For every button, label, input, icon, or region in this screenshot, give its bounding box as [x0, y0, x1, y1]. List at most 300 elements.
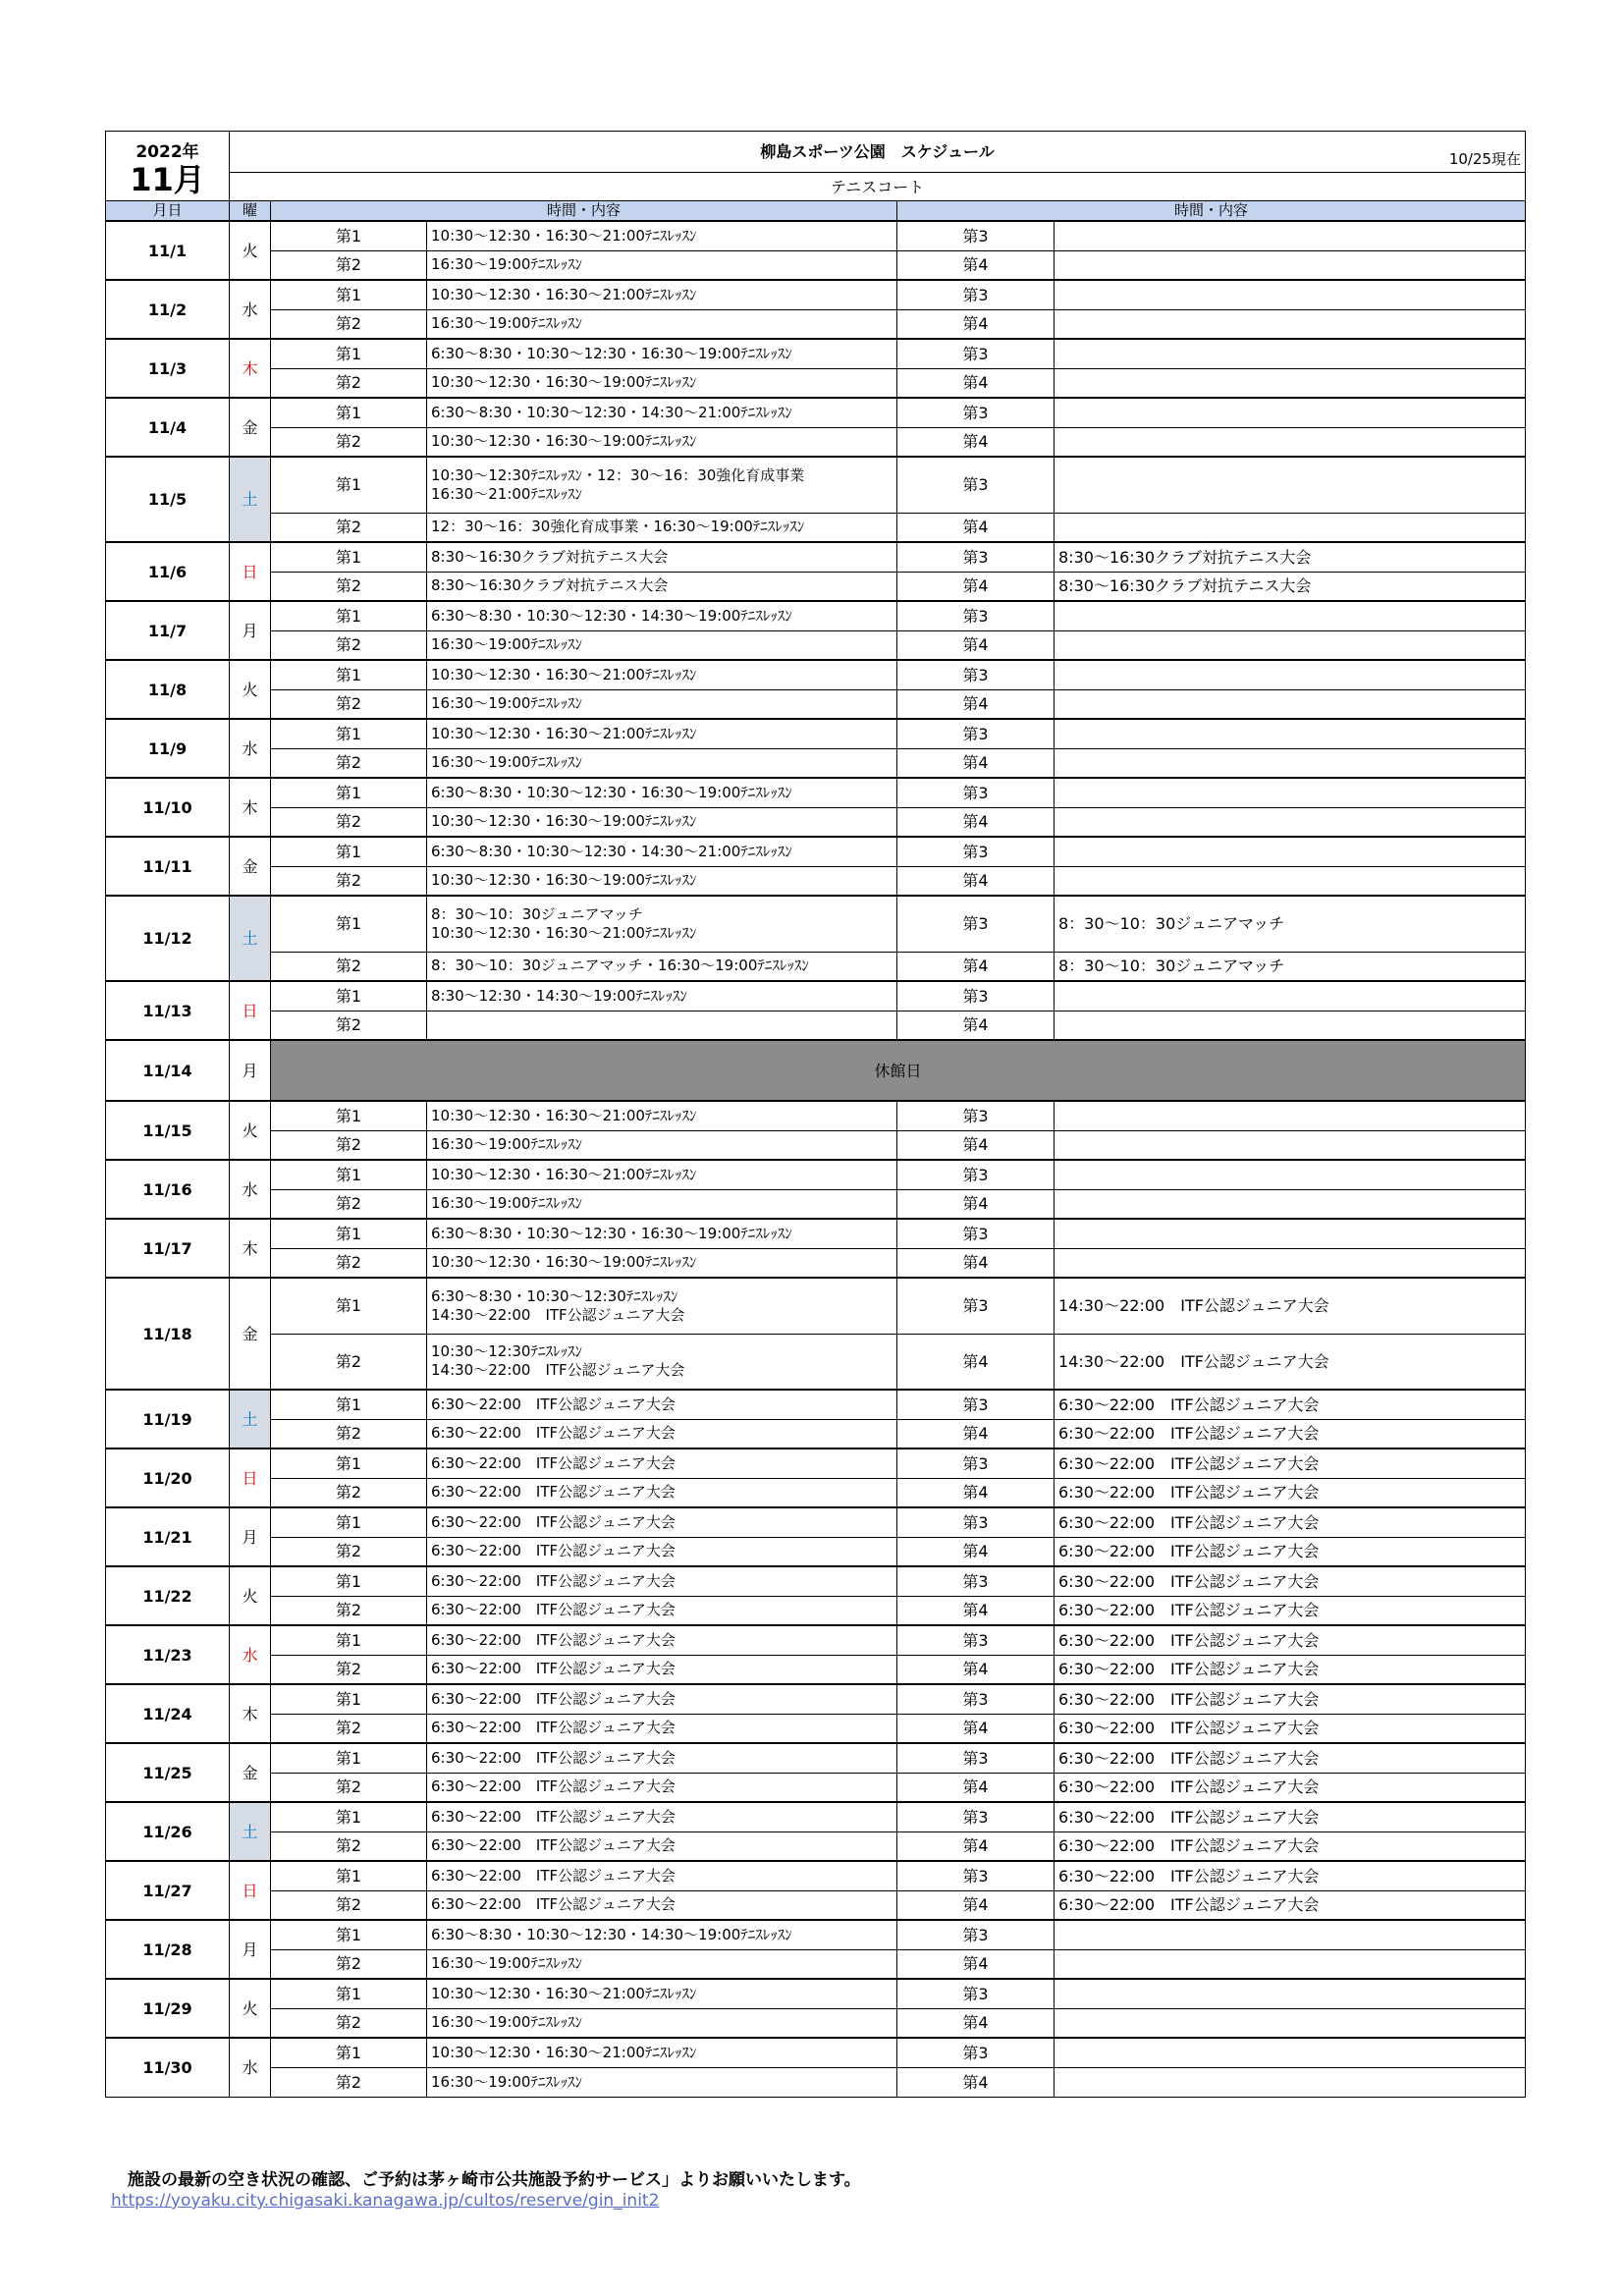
court-content [1055, 1160, 1526, 1189]
weekday-cell: 水 [230, 1160, 271, 1219]
day-row-second [106, 748, 1526, 778]
day-row [106, 221, 1526, 250]
content-line: 16:30～19:00ﾃﾆｽﾚｯｽﾝ [431, 2072, 582, 2091]
col-header-date: 月日 [106, 201, 230, 222]
court-label-1: 第1 [271, 1101, 427, 1130]
content-line: 6:30～22:00 ITF公認ジュニア大会 [431, 1836, 676, 1855]
day-row-second [106, 807, 1526, 837]
date-cell: 11/8 [106, 660, 230, 719]
court-content [1055, 1219, 1526, 1248]
court-content [1055, 1011, 1526, 1040]
court-label-3: 第3 [897, 1861, 1055, 1890]
content-line: 10:30～12:30・16:30～21:00ﾃﾆｽﾚｯｽﾝ [431, 724, 697, 742]
court-content [427, 398, 897, 427]
court-content [427, 1684, 897, 1714]
weekday-cell: 日 [230, 981, 271, 1040]
content-line: 6:30～22:00 ITF公認ジュニア大会 [1058, 1512, 1320, 1532]
day-row [106, 660, 1526, 689]
court-label-2: 第2 [271, 1714, 427, 1743]
court-label-3: 第3 [897, 1160, 1055, 1189]
court-content [427, 1507, 897, 1537]
court-label-4: 第4 [897, 513, 1055, 542]
court-content [427, 572, 897, 601]
weekday-cell: 月 [230, 1507, 271, 1566]
court-label-4: 第4 [897, 689, 1055, 719]
content-line: 8:30～16:30クラブ対抗テニス大会 [1058, 547, 1312, 567]
court-content [1055, 952, 1526, 981]
day-row [106, 1449, 1526, 1478]
court-content [1055, 1802, 1526, 1831]
date-cell: 11/14 [106, 1040, 230, 1101]
date-cell: 11/22 [106, 1566, 230, 1625]
court-content [1055, 1507, 1526, 1537]
col-header-time-right: 時間・内容 [897, 201, 1526, 222]
content-line: 6:30～22:00 ITF公認ジュニア大会 [1058, 1866, 1320, 1886]
court-label-1: 第1 [271, 1625, 427, 1655]
court-content [427, 1743, 897, 1773]
court-label-1: 第1 [271, 1390, 427, 1419]
content-line: 16:30～19:00ﾃﾆｽﾚｯｽﾝ [431, 2013, 582, 2032]
date-cell: 11/26 [106, 1802, 230, 1861]
court-label-3: 第3 [897, 280, 1055, 309]
weekday-cell: 日 [230, 1861, 271, 1920]
content-line: 8：30～10：30ジュニアマッチ [1058, 914, 1285, 934]
content-line: 6:30～22:00 ITF公認ジュニア大会 [1058, 1394, 1320, 1414]
court-label-2: 第2 [271, 1419, 427, 1449]
court-content [1055, 427, 1526, 457]
content-line: 6:30～22:00 ITF公認ジュニア大会 [431, 1394, 676, 1413]
court-content [427, 630, 897, 660]
court-content [1055, 896, 1526, 952]
court-label-3: 第3 [897, 601, 1055, 630]
court-content [427, 981, 897, 1011]
court-content [427, 807, 897, 837]
court-label-3: 第3 [897, 1507, 1055, 1537]
court-content [427, 1890, 897, 1920]
court-content [427, 896, 897, 952]
content-line: 10:30～12:30・16:30～21:00ﾃﾆｽﾚｯｽﾝ [431, 226, 697, 245]
content-line: 14:30～22:00 ITF公認ジュニア大会 [1058, 1296, 1329, 1316]
court-label-4: 第4 [897, 866, 1055, 896]
date-cell: 11/9 [106, 719, 230, 778]
day-row [106, 1390, 1526, 1419]
content-line: 6:30～22:00 ITF公認ジュニア大会 [431, 1453, 676, 1472]
court-label-1: 第1 [271, 280, 427, 309]
closed-cell: 休館日 [271, 1040, 1526, 1101]
content-line: 8：30～10：30ジュニアマッチ・16:30～19:00ﾃﾆｽﾚｯｽﾝ [431, 957, 809, 975]
month-label: 11月 [130, 161, 205, 198]
court-content [427, 1773, 897, 1802]
court-content [1055, 572, 1526, 601]
court-content [1055, 837, 1526, 866]
content-line: 16:30～19:00ﾃﾆｽﾚｯｽﾝ [431, 1135, 582, 1154]
content-line: 6:30～22:00 ITF公認ジュニア大会 [1058, 1807, 1320, 1827]
weekday-cell: 水 [230, 1625, 271, 1684]
weekday-cell: 土 [230, 896, 271, 981]
content-line: 8:30～16:30クラブ対抗テニス大会 [431, 576, 669, 595]
court-label-4: 第4 [897, 1831, 1055, 1861]
court-label-3: 第3 [897, 398, 1055, 427]
weekday-cell: 木 [230, 1219, 271, 1278]
court-content [1055, 778, 1526, 807]
day-row-second [106, 630, 1526, 660]
facility-subtitle: テニスコート [230, 173, 1526, 201]
day-row-second [106, 1537, 1526, 1566]
weekday-cell: 火 [230, 1101, 271, 1160]
date-cell: 11/20 [106, 1449, 230, 1507]
court-content [1055, 748, 1526, 778]
court-content [427, 457, 897, 513]
court-content [427, 1189, 897, 1219]
court-content [1055, 1278, 1526, 1334]
content-line: 6:30～22:00 ITF公認ジュニア大会 [1058, 1748, 1320, 1768]
court-label-4: 第4 [897, 952, 1055, 981]
content-line: 16:30～19:00ﾃﾆｽﾚｯｽﾝ [431, 1954, 582, 1973]
day-row [106, 778, 1526, 807]
court-label-2: 第2 [271, 1890, 427, 1920]
content-line: 6:30～22:00 ITF公認ジュニア大会 [431, 1601, 676, 1619]
court-label-4: 第4 [897, 1334, 1055, 1390]
content-line: 16:30～19:00ﾃﾆｽﾚｯｽﾝ [431, 635, 582, 654]
court-label-1: 第1 [271, 601, 427, 630]
day-row-second [106, 1890, 1526, 1920]
date-cell: 11/25 [106, 1743, 230, 1802]
content-line: 10:30～12:30・16:30～19:00ﾃﾆｽﾚｯｽﾝ [431, 1253, 697, 1272]
court-label-1: 第1 [271, 1278, 427, 1334]
day-row [106, 1743, 1526, 1773]
day-row [106, 457, 1526, 513]
court-content [1055, 221, 1526, 250]
weekday-cell: 金 [230, 1743, 271, 1802]
day-row [106, 1160, 1526, 1189]
court-content [427, 1920, 897, 1949]
court-content [1055, 1478, 1526, 1507]
date-cell: 11/12 [106, 896, 230, 981]
content-line: 6:30～22:00 ITF公認ジュニア大会 [1058, 1601, 1320, 1620]
court-label-3: 第3 [897, 981, 1055, 1011]
day-row [106, 1101, 1526, 1130]
court-label-2: 第2 [271, 1655, 427, 1684]
col-header-dow: 曜 [230, 201, 271, 222]
court-content [1055, 660, 1526, 689]
content-line: 10:30～12:30・16:30～21:00ﾃﾆｽﾚｯｽﾝ [431, 1106, 697, 1124]
content-line: 10:30～12:30・16:30～19:00ﾃﾆｽﾚｯｽﾝ [431, 373, 697, 392]
day-row [106, 1979, 1526, 2008]
content-line: 10:30～12:30・16:30～21:00ﾃﾆｽﾚｯｽﾝ [431, 1165, 697, 1183]
day-row-second [106, 866, 1526, 896]
court-content [1055, 2008, 1526, 2038]
day-row [106, 837, 1526, 866]
court-content [1055, 1831, 1526, 1861]
court-label-2: 第2 [271, 1248, 427, 1278]
content-line: 6:30～22:00 ITF公認ジュニア大会 [431, 1424, 676, 1443]
court-label-4: 第4 [897, 807, 1055, 837]
court-label-2: 第2 [271, 1537, 427, 1566]
court-label-3: 第3 [897, 837, 1055, 866]
court-label-3: 第3 [897, 1390, 1055, 1419]
court-label-3: 第3 [897, 896, 1055, 952]
court-label-1: 第1 [271, 1507, 427, 1537]
court-content [1055, 1101, 1526, 1130]
day-row-second [106, 572, 1526, 601]
court-label-2: 第2 [271, 1949, 427, 1979]
day-row-second [106, 427, 1526, 457]
day-row-second [106, 1011, 1526, 1040]
weekday-cell: 火 [230, 1979, 271, 2038]
date-cell: 11/6 [106, 542, 230, 601]
content-line: 10:30～12:30・16:30～21:00ﾃﾆｽﾚｯｽﾝ [431, 285, 697, 303]
content-line: 6:30～22:00 ITF公認ジュニア大会 [431, 1895, 676, 1914]
court-content [1055, 1890, 1526, 1920]
content-line: 6:30～22:00 ITF公認ジュニア大会 [431, 1660, 676, 1678]
content-line: 14:30～22:00 ITF公認ジュニア大会 [1058, 1351, 1329, 1371]
court-label-3: 第3 [897, 457, 1055, 513]
court-content [427, 1714, 897, 1743]
court-label-1: 第1 [271, 1743, 427, 1773]
court-label-4: 第4 [897, 1714, 1055, 1743]
content-line: 10:30～12:30・16:30～21:00ﾃﾆｽﾚｯｽﾝ [431, 1984, 697, 2002]
court-label-2: 第2 [271, 1773, 427, 1802]
court-content [1055, 1949, 1526, 1979]
court-label-1: 第1 [271, 1979, 427, 2008]
content-line: 6:30～22:00 ITF公認ジュニア大会 [1058, 1689, 1320, 1709]
reservation-link[interactable]: https://yoyaku.city.chigasaki.kanagawa.jp/cultos/reserve/gin_init2 [111, 2191, 660, 2211]
day-row-second [106, 2008, 1526, 2038]
day-row [106, 1507, 1526, 1537]
content-line: 6:30～22:00 ITF公認ジュニア大会 [431, 1719, 676, 1737]
court-content [1055, 2038, 1526, 2067]
date-cell: 11/24 [106, 1684, 230, 1743]
weekday-cell: 金 [230, 837, 271, 896]
day-row-second [106, 1130, 1526, 1160]
day-row-second [106, 1596, 1526, 1625]
day-row [106, 1861, 1526, 1890]
court-content [427, 309, 897, 339]
content-line: 16:30～19:00ﾃﾆｽﾚｯｽﾝ [431, 255, 582, 274]
court-label-1: 第1 [271, 1566, 427, 1596]
footer-note: 施設の最新の空き状況の確認、ご予約は茅ヶ崎市公共施設予約サービス」よりお願いいたします。 [128, 2170, 861, 2190]
weekday-cell: 土 [230, 457, 271, 542]
court-content [1055, 601, 1526, 630]
court-label-2: 第2 [271, 250, 427, 280]
page-title: 柳島スポーツ公園 スケジュール [760, 142, 995, 161]
content-line: 10:30～12:30・16:30～19:00ﾃﾆｽﾚｯｽﾝ [431, 812, 697, 831]
court-content [427, 1655, 897, 1684]
court-label-2: 第2 [271, 689, 427, 719]
day-row [106, 1920, 1526, 1949]
year-month-cell [106, 132, 230, 201]
court-label-1: 第1 [271, 1219, 427, 1248]
court-content [1055, 719, 1526, 748]
content-line: 6:30～22:00 ITF公認ジュニア大会 [1058, 1483, 1320, 1503]
court-label-4: 第4 [897, 1189, 1055, 1219]
content-line: 8:30～12:30・14:30～19:00ﾃﾆｽﾚｯｽﾝ [431, 986, 687, 1005]
court-content [427, 221, 897, 250]
court-label-3: 第3 [897, 1743, 1055, 1773]
court-label-1: 第1 [271, 1861, 427, 1890]
court-content [1055, 368, 1526, 398]
court-content [427, 748, 897, 778]
day-row-second [106, 689, 1526, 719]
court-content [1055, 1334, 1526, 1390]
court-label-1: 第1 [271, 1684, 427, 1714]
court-content [1055, 398, 1526, 427]
court-label-2: 第2 [271, 1189, 427, 1219]
content-line: 6:30～8:30・10:30～12:30・16:30～19:00ﾃﾆｽﾚｯｽﾝ [431, 1224, 792, 1242]
court-content [1055, 1566, 1526, 1596]
day-row [106, 601, 1526, 630]
court-label-3: 第3 [897, 1625, 1055, 1655]
court-label-3: 第3 [897, 1920, 1055, 1949]
court-content [1055, 513, 1526, 542]
content-line: 6:30～22:00 ITF公認ジュニア大会 [1058, 1660, 1320, 1679]
court-label-1: 第1 [271, 398, 427, 427]
court-label-2: 第2 [271, 368, 427, 398]
court-content [427, 1248, 897, 1278]
court-content [1055, 1773, 1526, 1802]
closed-day-row [106, 1040, 1526, 1101]
day-row [106, 280, 1526, 309]
court-label-1: 第1 [271, 221, 427, 250]
weekday-cell: 火 [230, 221, 271, 280]
day-row [106, 1684, 1526, 1714]
court-content [1055, 309, 1526, 339]
day-row-second [106, 368, 1526, 398]
court-content [1055, 866, 1526, 896]
weekday-cell: 土 [230, 1390, 271, 1449]
court-content [1055, 630, 1526, 660]
court-content [427, 778, 897, 807]
court-content [427, 866, 897, 896]
content-line: 6:30～22:00 ITF公認ジュニア大会 [431, 1807, 676, 1826]
date-cell: 11/1 [106, 221, 230, 280]
schedule-sheet [105, 131, 1525, 2163]
day-row [106, 2038, 1526, 2067]
court-content [1055, 2067, 1526, 2097]
content-line: 6:30～22:00 ITF公認ジュニア大会 [1058, 1719, 1320, 1738]
content-line: 6:30～22:00 ITF公認ジュニア大会 [1058, 1453, 1320, 1473]
court-content [1055, 457, 1526, 513]
court-label-4: 第4 [897, 309, 1055, 339]
court-label-2: 第2 [271, 1011, 427, 1040]
court-label-1: 第1 [271, 339, 427, 368]
date-cell: 11/18 [106, 1278, 230, 1390]
court-label-1: 第1 [271, 1449, 427, 1478]
date-cell: 11/2 [106, 280, 230, 339]
court-label-3: 第3 [897, 339, 1055, 368]
court-content [427, 689, 897, 719]
content-line: 14:30～22:00 ITF公認ジュニア大会 [431, 1361, 685, 1380]
weekday-cell: 金 [230, 398, 271, 457]
day-row-second [106, 1773, 1526, 1802]
court-label-3: 第3 [897, 2038, 1055, 2067]
day-row [106, 1566, 1526, 1596]
weekday-cell: 日 [230, 542, 271, 601]
day-row [106, 981, 1526, 1011]
court-content [1055, 1130, 1526, 1160]
date-cell: 11/16 [106, 1160, 230, 1219]
court-label-3: 第3 [897, 542, 1055, 572]
day-row [106, 542, 1526, 572]
court-label-4: 第4 [897, 1011, 1055, 1040]
court-content [1055, 1979, 1526, 2008]
content-line: 16:30～19:00ﾃﾆｽﾚｯｽﾝ [431, 694, 582, 713]
content-line: 6:30～8:30・10:30～12:30・16:30～19:00ﾃﾆｽﾚｯｽﾝ [431, 783, 792, 801]
court-content [1055, 280, 1526, 309]
court-label-3: 第3 [897, 1101, 1055, 1130]
day-row-second [106, 1189, 1526, 1219]
court-label-3: 第3 [897, 1802, 1055, 1831]
court-content [1055, 1684, 1526, 1714]
court-content [1055, 1714, 1526, 1743]
court-content [1055, 1537, 1526, 1566]
court-content [427, 1334, 897, 1390]
court-content [427, 513, 897, 542]
court-label-1: 第1 [271, 1160, 427, 1189]
court-content [427, 2038, 897, 2067]
content-line: 6:30～8:30・10:30～12:30・14:30～19:00ﾃﾆｽﾚｯｽﾝ [431, 606, 792, 625]
content-line: 8:30～16:30クラブ対抗テニス大会 [431, 547, 669, 566]
court-content [427, 368, 897, 398]
court-content [427, 1219, 897, 1248]
court-label-4: 第4 [897, 1478, 1055, 1507]
court-content [427, 1949, 897, 1979]
weekday-cell: 水 [230, 2038, 271, 2097]
content-line: 6:30～8:30・10:30～12:30ﾃﾆｽﾚｯｽﾝ [431, 1286, 678, 1305]
court-label-4: 第4 [897, 1949, 1055, 1979]
court-label-1: 第1 [271, 2038, 427, 2067]
court-content [427, 1861, 897, 1890]
court-label-4: 第4 [897, 1773, 1055, 1802]
court-label-1: 第1 [271, 1920, 427, 1949]
court-content [427, 1566, 897, 1596]
date-cell: 11/11 [106, 837, 230, 896]
content-line: 10:30～12:30ﾃﾆｽﾚｯｽﾝ・12：30～16：30強化育成事業 [431, 465, 805, 484]
court-content [427, 1802, 897, 1831]
day-row-second [106, 952, 1526, 981]
court-label-3: 第3 [897, 1979, 1055, 2008]
date-cell: 11/10 [106, 778, 230, 837]
court-content [427, 952, 897, 981]
content-line: 16:30～21:00ﾃﾆｽﾚｯｽﾝ [431, 484, 582, 503]
court-label-3: 第3 [897, 1449, 1055, 1478]
court-content [1055, 1743, 1526, 1773]
day-row [106, 1802, 1526, 1831]
day-row [106, 896, 1526, 952]
day-row-second [106, 1655, 1526, 1684]
court-content [427, 1979, 897, 2008]
day-row [106, 1219, 1526, 1248]
court-label-3: 第3 [897, 221, 1055, 250]
col-header-time-left: 時間・内容 [271, 201, 897, 222]
court-label-2: 第2 [271, 630, 427, 660]
court-label-1: 第1 [271, 837, 427, 866]
court-content [1055, 981, 1526, 1011]
content-line: 10:30～12:30・16:30～19:00ﾃﾆｽﾚｯｽﾝ [431, 871, 697, 890]
day-row-second [106, 1478, 1526, 1507]
weekday-cell: 日 [230, 1449, 271, 1507]
court-label-3: 第3 [897, 1566, 1055, 1596]
court-label-2: 第2 [271, 807, 427, 837]
day-row-second [106, 1831, 1526, 1861]
court-content [427, 1449, 897, 1478]
weekday-cell: 月 [230, 1040, 271, 1101]
court-label-4: 第4 [897, 1890, 1055, 1920]
court-label-4: 第4 [897, 748, 1055, 778]
content-line: 14:30～22:00 ITF公認ジュニア大会 [431, 1305, 685, 1324]
court-content [427, 339, 897, 368]
day-row-second [106, 1248, 1526, 1278]
